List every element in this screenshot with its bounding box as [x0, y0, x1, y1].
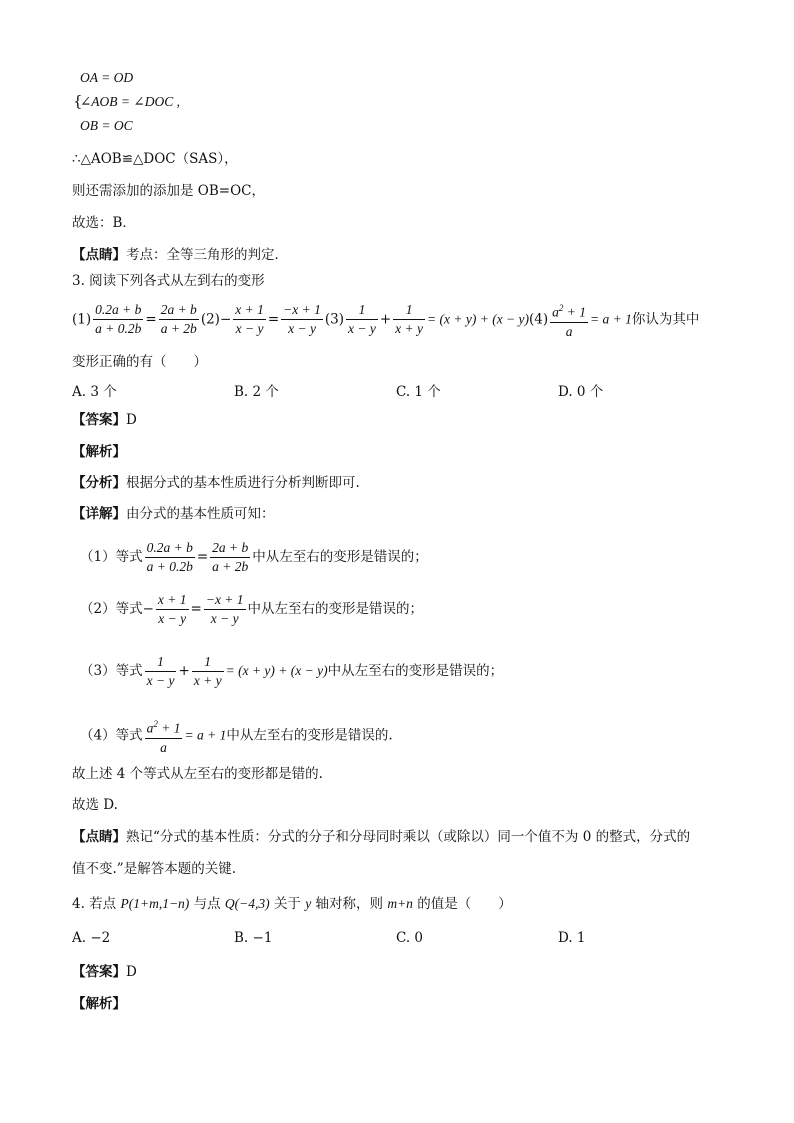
detail-tag: 【详解】: [72, 506, 126, 522]
detail-3-post: 中从左至右的变形是错误的；: [327, 663, 504, 679]
q3-frac-3-b: $\frac{1}{x + y}$: [395, 302, 424, 337]
q4-option-a: A. −2: [72, 930, 111, 946]
detail-1-pre: （1）等式: [80, 549, 143, 565]
q3-expr-tail: 你认为其中: [631, 311, 700, 328]
proof-line-1-text: OA = OD: [80, 70, 134, 85]
detail-4-frac: $\frac{a^2 + 1}{a}$: [145, 716, 183, 756]
fenxi-text: 根据分式的基本性质进行分析判断即可.: [126, 475, 360, 491]
q3-detail-3: （3）等式 $\frac{1}{x - y}$ + $\frac{1}{x + y}$ = (x + y) + (x − y)中从左至右的变形是错误的；: [80, 654, 504, 688]
detail-2-post: 中从左至右的变形是错误的；: [247, 601, 424, 617]
q4-mid: 与点: [193, 896, 221, 912]
fenxi-tag: 【分析】: [72, 475, 126, 491]
proof-need-condition: 则还需添加的添加是 OB=OC，: [72, 183, 265, 199]
detail-2-frac-right: $\frac{-x + 1}{x - y}$: [205, 592, 244, 626]
q3-fenxi: [72, 473, 360, 493]
tip-text: 考点：全等三角形的判定．: [126, 247, 288, 263]
q3-option-b: B. 2 个: [234, 384, 279, 400]
proof-line-3: [80, 116, 133, 136]
proof-line-2: [80, 92, 180, 112]
q3-option-a: A. 3 个: [72, 384, 117, 400]
q3-frac-1-left: $\frac{0.2a + b}{a + 0.2b}$: [95, 302, 142, 337]
detail-2-frac-left: $\frac{x + 1}{x - y}$: [157, 592, 187, 626]
q3-stem-2: 变形正确的有（ ）: [72, 354, 207, 370]
proof-line-2-text: ∠AOB = ∠DOC ,: [80, 94, 180, 109]
q4-expr: m+n: [387, 896, 413, 911]
q3-tip-text-1: 熟记“分式的基本性质：分式的分子和分母同时乘以（或除以）同一个值不为 0 的整式，分式的: [126, 829, 691, 845]
q3-answer: [72, 410, 137, 430]
q4-tail: 的值是（ ）: [417, 896, 512, 912]
q3-frac-2-right: $\frac{-x + 1}{x - y}$: [283, 302, 321, 337]
q4-stem-pre: 4. 若点: [72, 896, 117, 912]
q3-analysis-tag: [72, 442, 126, 462]
q4-answer-value: D: [126, 964, 137, 980]
q4-mid2: 关于: [273, 896, 301, 912]
q4-stem: [72, 894, 512, 914]
q4-point-q: Q(−4,3): [224, 896, 270, 911]
detail-1-post: 中从左至右的变形是错误的；: [252, 549, 428, 565]
q3-frac-3-a: $\frac{1}{x - y}$: [348, 302, 376, 337]
q3-tip-tag: 【点睛】: [72, 829, 126, 845]
detail-1-frac-left: $\frac{0.2a + b}{a + 0.2b}$: [146, 540, 193, 574]
answer-tag: 【答案】: [72, 412, 126, 428]
proof-line-1: [80, 68, 133, 88]
analysis-tag: 【解析】: [72, 444, 126, 460]
q4-option-d: D. 1: [558, 930, 586, 946]
q3-expression: (1) $\frac{0.2a + b}{a + 0.2b}$ = $\frac{2a + b}{a + 2b}$ (2)− $\frac{x + 1}{x - y}$ = $\frac{-x + 1}{x - y}$ (3) $\frac{1}{x - y}$ + $\frac{1}{x + y}$ = (x + y) + (x − y)(4) $\frac{a^2 + 1}{a}$ = a + 1你认为其中: [72, 300, 699, 340]
answer-value: D: [126, 412, 137, 428]
q3-detail-2: （2）等式− $\frac{x + 1}{x - y}$ = $\frac{-x + 1}{x - y}$ 中从左至右的变形是错误的；: [80, 592, 424, 626]
detail-2-pre: （2）等式: [80, 601, 143, 617]
q3-detail: [72, 504, 275, 524]
q3-tip-line-1: [72, 827, 690, 847]
detail-1-frac-right: $\frac{2a + b}{a + 2b}$: [212, 540, 249, 574]
q4-option-c: C. 0: [396, 930, 424, 946]
q3-detail-4: （4）等式 $\frac{a^2 + 1}{a}$ = a + 1中从左至右的变形是错误的.: [80, 716, 393, 756]
tip-tag: 【点睛】: [72, 247, 126, 263]
q3-summary: 故上述 4 个等式从左至右的变形都是错的.: [72, 766, 323, 782]
detail-3-pre: （3）等式: [80, 663, 143, 679]
proof-line-3-text: OB = OC: [80, 118, 133, 133]
q3-frac-2-left: $\frac{x + 1}{x - y}$: [235, 302, 264, 337]
q3-frac-4: $\frac{a^2 + 1}{a}$: [550, 300, 588, 340]
q3-detail-1: （1）等式 $\frac{0.2a + b}{a + 0.2b}$ = $\frac{2a + b}{a + 2b}$ 中从左至右的变形是错误的；: [80, 540, 428, 574]
q4-option-b: B. −1: [234, 930, 273, 946]
q3-stem: 3. 阅读下列各式从左到右的变形: [72, 273, 265, 289]
proof-brace: {: [73, 92, 83, 110]
q4-answer: [72, 962, 137, 982]
detail-4-pre: （4）等式: [80, 727, 143, 744]
detail-3-frac-a: $\frac{1}{x - y}$: [146, 654, 175, 688]
proof-choice: 故选：B．: [72, 215, 136, 231]
q3-frac-1-right: $\frac{2a + b}{a + 2b}$: [160, 302, 197, 337]
q4-analysis-tag: [72, 994, 126, 1014]
detail-4-post: 中从左至右的变形是错误的.: [226, 727, 393, 744]
proof-tip: [72, 245, 288, 265]
proof-conclusion: ∴△AOB≌△DOC（SAS），: [72, 151, 238, 167]
q4-answer-tag: 【答案】: [72, 964, 126, 980]
q3-option-d: D. 0 个: [558, 384, 604, 400]
q4-analysis-tag-text: 【解析】: [72, 996, 126, 1012]
q3-choose: 故选 D.: [72, 797, 118, 813]
q3-option-c: C. 1 个: [396, 384, 441, 400]
q3-tip-line-2: 值不变.”是解答本题的关键.: [72, 861, 236, 877]
q4-mid3: 轴对称，则: [315, 896, 384, 912]
detail-text: 由分式的基本性质可知：: [126, 506, 275, 522]
q4-point-p: P(1+m,1−n): [120, 896, 190, 911]
q4-axis: y: [305, 896, 312, 911]
detail-3-frac-b: $\frac{1}{x + y}$: [193, 654, 222, 688]
